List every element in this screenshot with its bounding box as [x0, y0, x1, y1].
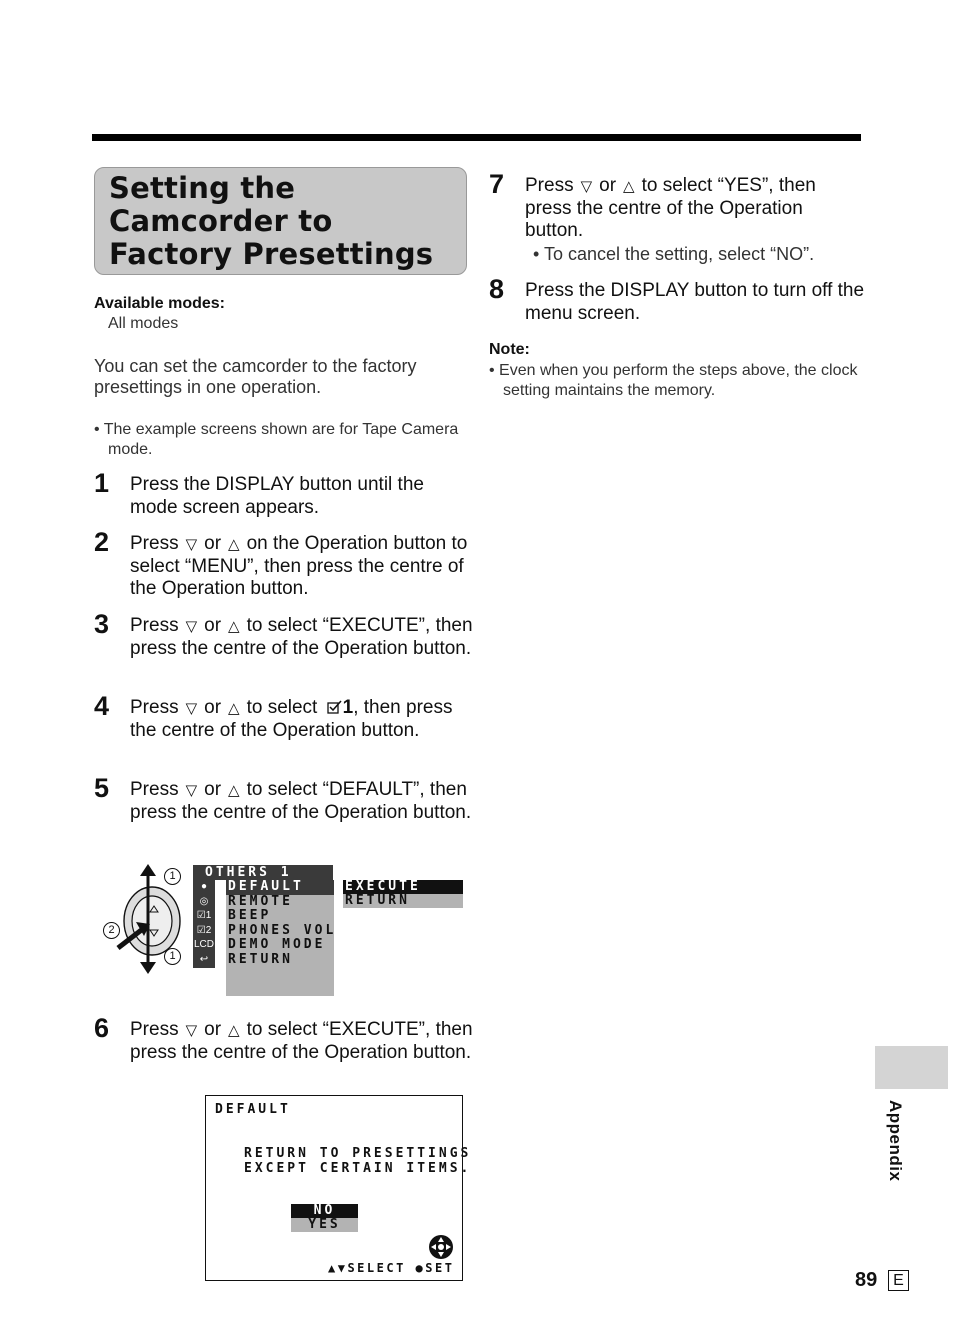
- submenu-execute[interactable]: EXECUTE: [343, 880, 463, 894]
- check-2-icon: ☑2: [196, 924, 212, 936]
- camera-icon: ●: [200, 881, 208, 892]
- menu-item-remote[interactable]: REMOTE: [228, 893, 293, 909]
- step-number: 3: [94, 609, 110, 639]
- available-modes-value: All modes: [108, 315, 179, 332]
- step-text: Press ▽ or △ to select “YES”, then press the centre of the Operation button. • To cancel the setting, select “NO”.: [525, 175, 865, 266]
- default-confirm-screen: [205, 1095, 472, 1281]
- return-icon: ↩: [199, 953, 209, 965]
- menu-item-default[interactable]: DEFAULT: [226, 880, 334, 895]
- up-arrow-icon: △: [228, 535, 240, 553]
- joystick-icon: [428, 1234, 454, 1260]
- menu-items: [226, 879, 337, 996]
- step-text: Press ▽ or △ to select “DEFAULT”, then press the centre of the Operation button.: [130, 779, 472, 823]
- callout-1-up: 1: [164, 868, 181, 885]
- menu-header: OTHERS 1: [193, 865, 333, 880]
- option-no[interactable]: NO: [291, 1204, 358, 1218]
- check-box-icon: [327, 700, 343, 714]
- operation-button-illustration: [100, 862, 195, 980]
- step-number: 1: [94, 468, 110, 498]
- menu-item-demo-mode[interactable]: DEMO MODE: [228, 937, 326, 953]
- note-text: • Even when you perform the steps above, the clock setting maintains the memory.: [489, 362, 858, 399]
- screen-title: DEFAULT: [215, 1102, 291, 1117]
- step-number: 8: [489, 274, 505, 304]
- check-1-icon: ☑1: [196, 910, 212, 922]
- up-arrow-icon: △: [623, 177, 635, 195]
- down-arrow-icon: ▽: [185, 535, 198, 553]
- down-arrow-icon: ▽: [185, 699, 198, 717]
- up-arrow-icon: △: [228, 617, 240, 635]
- step-number: 6: [94, 1013, 110, 1043]
- submenu: [343, 880, 463, 908]
- step-text: Press ▽ or △ on the Operation button to select “MENU”, then press the centre of the Operation button.: [130, 533, 468, 600]
- section-tab-marker: [875, 1046, 948, 1089]
- available-modes-label: Available modes:: [94, 295, 226, 312]
- step-number: 7: [489, 169, 505, 199]
- option-yes[interactable]: YES: [291, 1218, 358, 1232]
- callout-2-press: 2: [103, 922, 120, 939]
- appendix-side-label: Appendix: [886, 1100, 905, 1182]
- menu-icon-column: [193, 880, 215, 968]
- down-arrow-icon: ▽: [185, 617, 198, 635]
- menu-item-phones-vol[interactable]: PHONES VOL: [228, 922, 337, 938]
- submenu-return[interactable]: RETURN: [343, 894, 463, 908]
- step-number: 4: [94, 691, 110, 721]
- down-arrow-icon: ▽: [580, 177, 593, 195]
- step-text: Press ▽ or △ to select 1, then press the centre of the Operation button.: [130, 697, 453, 741]
- callout-1-down: 1: [164, 948, 181, 965]
- step-text: Press the DISPLAY button until the mode screen appears.: [130, 474, 424, 518]
- screen-footer: ▲▼SELECT ●SET: [328, 1261, 455, 1275]
- screen-message-line-1: RETURN TO PRESETTINGS: [244, 1146, 472, 1161]
- menu-item-return[interactable]: RETURN: [228, 951, 293, 967]
- page-title: [109, 172, 452, 271]
- down-arrow-icon: ▽: [185, 1021, 198, 1039]
- up-arrow-icon: △: [228, 699, 240, 717]
- step-7-subnote: • To cancel the setting, select “NO”.: [533, 244, 815, 265]
- step-number: 2: [94, 527, 110, 557]
- step-text: Press ▽ or △ to select “EXECUTE”, then press the centre of the Operation button.: [130, 615, 473, 659]
- up-arrow-icon: △: [228, 781, 240, 799]
- title-line-3: Factory Presettings: [109, 237, 434, 271]
- title-line-2: Camcorder to: [109, 204, 333, 238]
- step-number: 5: [94, 773, 110, 803]
- title-line-1: Setting the: [109, 171, 296, 205]
- language-badge: E: [888, 1270, 909, 1291]
- section-title-box: [94, 167, 467, 275]
- lcd-icon: LCD: [193, 939, 214, 951]
- step-text: Press ▽ or △ to select “EXECUTE”, then press the centre of the Operation button.: [130, 1019, 473, 1063]
- page-number: 89: [855, 1269, 878, 1291]
- menu-item-beep[interactable]: BEEP: [228, 908, 272, 924]
- screen-message-line-2: EXCEPT CERTAIN ITEMS.: [244, 1161, 472, 1176]
- note-label: Note:: [489, 341, 530, 358]
- up-arrow-icon: △: [228, 1021, 240, 1039]
- tape-icon: ◎: [199, 895, 209, 907]
- down-arrow-icon: ▽: [185, 781, 198, 799]
- others-menu-screen: [96, 860, 468, 1000]
- top-rule: [92, 134, 861, 141]
- step-text: Press the DISPLAY button to turn off the menu screen.: [525, 280, 865, 324]
- intro-note: • The example screens shown are for Tape Camera mode.: [94, 421, 459, 458]
- intro-text: You can set the camcorder to the factory presettings in one operation.: [94, 356, 417, 397]
